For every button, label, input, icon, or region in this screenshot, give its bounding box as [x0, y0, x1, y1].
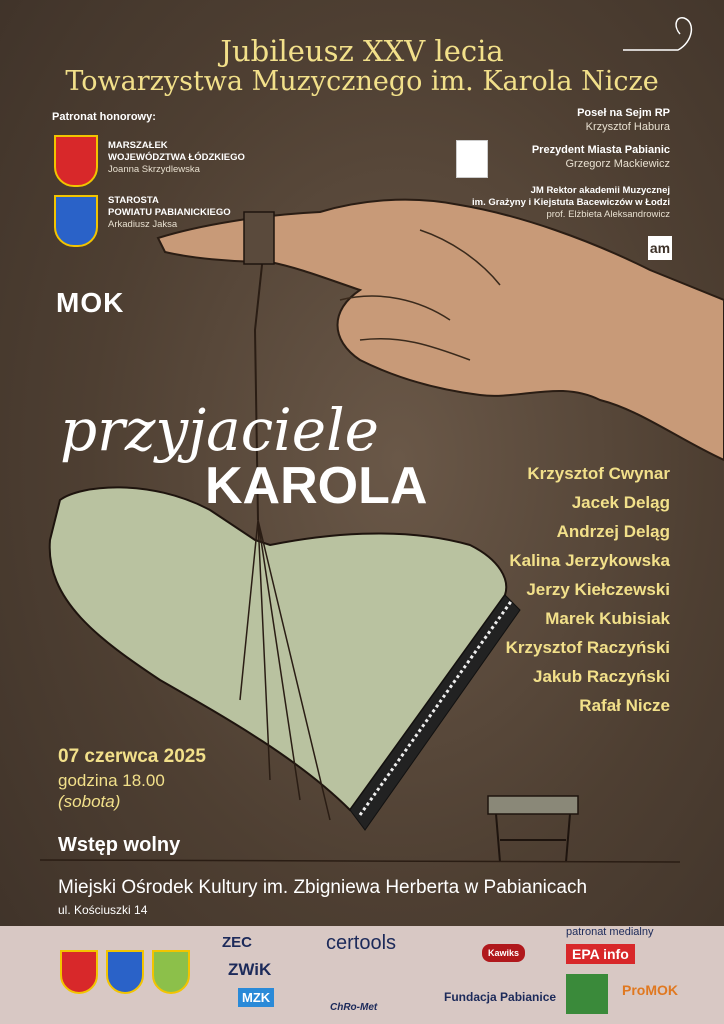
- media-patronage-label: patronat medialny: [566, 926, 654, 938]
- patron-rector-name: prof. Elżbieta Aleksandrowicz: [546, 209, 670, 220]
- patron-mp-title: Poseł na Sejm RP: [577, 107, 670, 119]
- venue: Miejski Ośrodek Kultury im. Zbigniewa Herberta w Pabianicach: [58, 877, 588, 898]
- artist-8: Jakub Raczyński: [532, 667, 670, 686]
- patron-marshal: [108, 140, 245, 176]
- academy-logo-top: [618, 12, 698, 60]
- pabianice-county-crest-icon: [54, 195, 98, 247]
- headline-karola: KAROLA: [205, 457, 428, 515]
- promok-logo: ProMOK: [622, 982, 678, 998]
- zec-logo: ZEC: [222, 934, 252, 951]
- pabianice-media-logo-icon: [566, 974, 608, 1014]
- patron-rector-title2: im. Grażyny i Kiejstuta Bacewiczów w Łodzi: [472, 197, 670, 208]
- mzk-logo: MZK: [238, 988, 274, 1007]
- title-line1: Jubileusz XXV lecia: [220, 34, 504, 68]
- certools-logo: certools: [326, 932, 397, 954]
- artist-7: Krzysztof Raczyński: [505, 638, 670, 657]
- mok-logo: MOK: [56, 287, 125, 318]
- patron-starosta: [108, 195, 231, 231]
- artist-6: Marek Kubisiak: [545, 609, 670, 628]
- city-hall-logo-icon: [456, 140, 488, 178]
- fundacja-pabianice-logo: Fundacja Pabianice: [444, 990, 557, 1004]
- patron-mayor: [532, 143, 670, 171]
- title-line2: Towarzystwa Muzycznego im. Karola Nicze: [65, 66, 659, 97]
- chromet-logo: ChRo-Met: [330, 1002, 378, 1013]
- entry-info: Wstęp wolny: [58, 834, 181, 856]
- patron-starosta-name: Arkadiusz Jaksa: [108, 219, 178, 230]
- county-crest-small-icon: [106, 950, 144, 994]
- patron-mp-name: Krzysztof Habura: [585, 121, 670, 133]
- patron-marshal-name: Joanna Skrzydlewska: [108, 164, 200, 175]
- patron-marshal-title1: MARSZAŁEK: [108, 140, 168, 151]
- event-date: 07 czerwca 2025: [58, 746, 206, 767]
- patron-marshal-title2: WOJEWÓDZTWA ŁÓDZKIEGO: [108, 152, 245, 163]
- artist-9: Rafał Nicze: [579, 696, 670, 715]
- artist-1: Krzysztof Cwynar: [527, 464, 670, 483]
- venue-address: ul. Kościuszki 14: [58, 903, 148, 917]
- city-crest-small-icon: [152, 950, 190, 994]
- patron-starosta-title1: STAROSTA: [108, 195, 159, 206]
- patron-mayor-title: Prezydent Miasta Pabianic: [531, 144, 670, 156]
- kawiks-logo: Kawiks: [482, 944, 525, 962]
- artist-5: Jerzy Kiełczewski: [526, 580, 670, 599]
- am-logo: am: [648, 236, 672, 260]
- piano-stool: [488, 796, 578, 814]
- sponsor-footer: [0, 926, 724, 1024]
- epa-info-logo: EPA info: [566, 944, 635, 964]
- event-time: godzina 18.00: [58, 771, 165, 790]
- lodzkie-crest-small-icon: [60, 950, 98, 994]
- artist-3: Andrzej Deląg: [556, 522, 670, 541]
- patron-rector: [472, 185, 670, 221]
- patronage-label: Patronat honorowy:: [52, 111, 156, 123]
- patron-rector-title1: JM Rektor akademii Muzycznej: [530, 185, 670, 196]
- patron-mayor-name: Grzegorz Mackiewicz: [565, 158, 670, 170]
- event-day: (sobota): [58, 792, 121, 811]
- zwik-logo: ZWiK: [228, 960, 272, 979]
- headline-przyjaciele: przyjaciele: [60, 396, 379, 464]
- patron-starosta-title2: POWIATU PABIANICKIEGO: [108, 207, 231, 218]
- artist-2: Jacek Deląg: [571, 493, 670, 512]
- lodzkie-crest-icon: [54, 135, 98, 187]
- artist-4: Kalina Jerzykowska: [509, 551, 670, 570]
- patron-mp: [577, 106, 670, 134]
